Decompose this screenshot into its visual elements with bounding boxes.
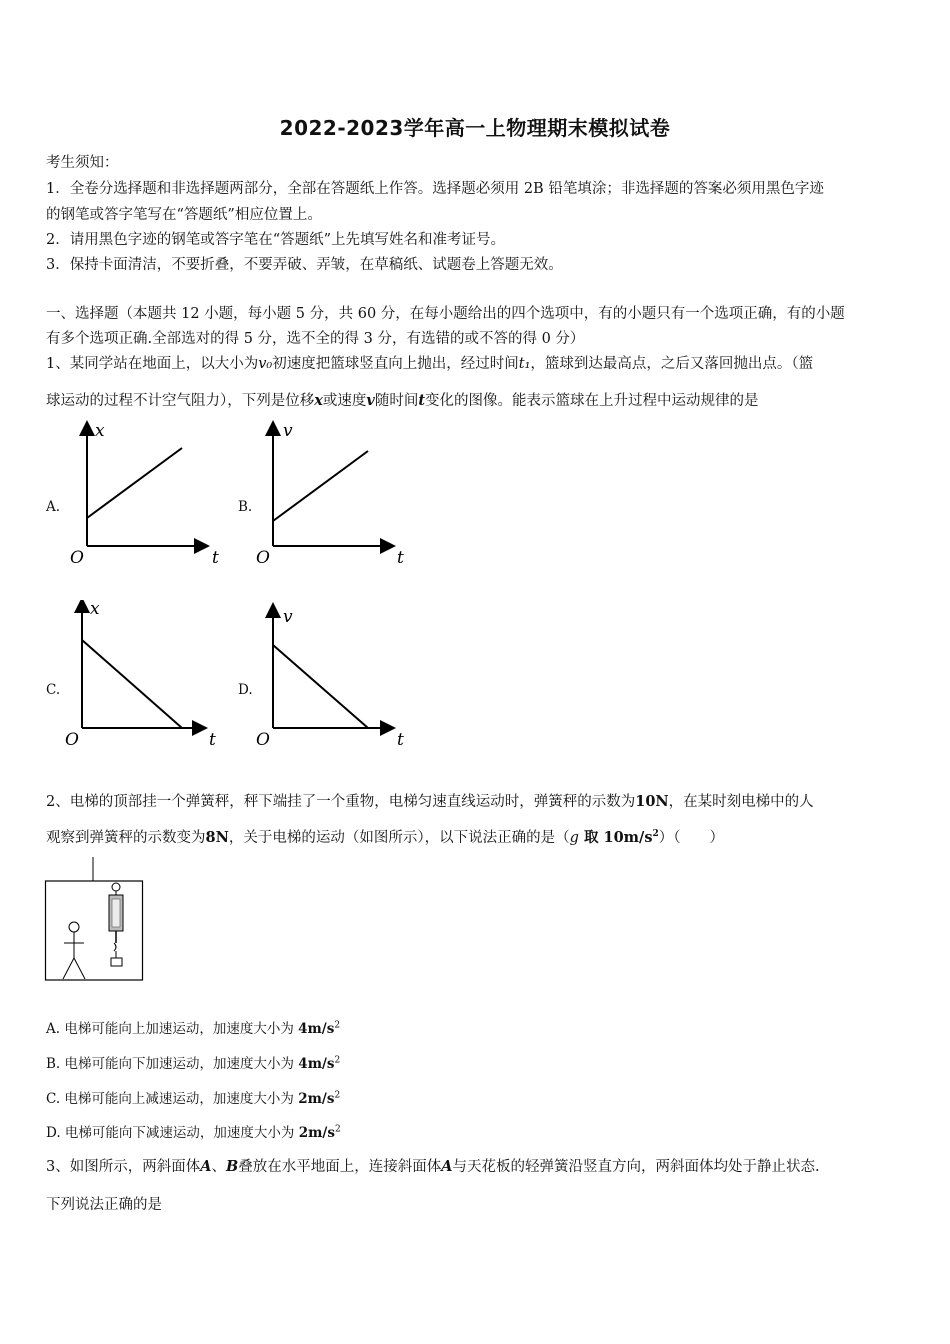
- q2-option-c[interactable]: [46, 1087, 340, 1107]
- q2-option-a-text: A. 电梯可能向上加速运动，加速度大小为: [46, 1021, 299, 1037]
- q2-text: 2、电梯的顶部挂一个弹簧秤，秤下端挂了一个重物，电梯匀速直线运动时，弹簧秤的示数为: [46, 794, 636, 810]
- graph-b: [253, 418, 423, 573]
- weight: [111, 958, 122, 966]
- notice-item-2: 2．请用黑色字迹的钢笔或答字笔在“答题纸”上先填写姓名和准考证号。: [46, 232, 506, 248]
- q1-var-v: v: [366, 392, 375, 409]
- graph-line: [273, 451, 368, 521]
- q1-text: 1、某同学站在地面上，以大小为: [46, 356, 259, 372]
- x-label: t: [212, 548, 219, 568]
- section-heading-line1: 一、选择题（本题共 12 小题，每小题 5 分，共 60 分，在每小题给出的四个选项中，有的小题只有一个选项正确，有的小题: [46, 306, 845, 322]
- q1-line2: [46, 389, 759, 410]
- y-label: v: [283, 421, 293, 441]
- q2-sup: 2: [652, 829, 659, 840]
- graph-a: [62, 418, 232, 573]
- q3-text: 叠放在水平地面上，连接斜面体: [238, 1159, 442, 1175]
- q1-option-d[interactable]: D.: [238, 682, 253, 698]
- q2-option-a-sup: 2: [334, 1020, 341, 1031]
- q2-option-b-sup: 2: [334, 1055, 341, 1066]
- q1-text: 变化的图像。能表示篮球在上升过程中运动规律的是: [425, 393, 759, 409]
- q2-option-a[interactable]: [46, 1017, 340, 1037]
- elevator-box: [46, 881, 143, 980]
- q3-text: 与天花板的轻弹簧沿竖直方向，两斜面体均处于静止状态.: [452, 1159, 820, 1175]
- q2-option-d-text: D. 电梯可能向下减速运动，加速度大小为: [46, 1125, 299, 1141]
- q2-reading-1: 10N: [635, 793, 669, 810]
- q1-line1: [46, 352, 813, 373]
- person-icon: [69, 922, 79, 932]
- q3-var-a: A: [441, 1158, 453, 1175]
- elevator-diagram: [44, 857, 146, 983]
- scale-ring: [112, 883, 120, 891]
- q2-text: ，在某时刻电梯中的人: [668, 794, 814, 810]
- q2-gval: 10m/s: [603, 829, 653, 846]
- notice-item-3: 3．保持卡面清洁，不要折叠，不要弄破、弄皱，在草稿纸、试题卷上答题无效。: [46, 257, 563, 273]
- q1-text: 或速度: [322, 393, 367, 409]
- origin-label: O: [256, 730, 270, 750]
- q1-var-t: t: [418, 392, 426, 409]
- graph-line: [82, 640, 182, 728]
- origin-label: O: [65, 730, 79, 750]
- q1-option-c[interactable]: C.: [46, 682, 61, 698]
- q2-option-c-value: 2m/s: [298, 1091, 335, 1107]
- section-heading-line2: 有多个选项正确.全部选对的得 5 分，选不全的得 3 分，有选错的或不答的得 0 分）: [46, 331, 585, 347]
- y-label: x: [90, 600, 100, 619]
- q2-option-c-text: C. 电梯可能向上减速运动，加速度大小为: [46, 1091, 299, 1107]
- q1-text: ，篮球到达最高点，之后又落回抛出点。（篮: [530, 356, 814, 372]
- q2-reading-2: 8N: [205, 829, 229, 846]
- q3-var-a: A: [200, 1158, 212, 1175]
- q1-option-b[interactable]: B.: [238, 499, 253, 515]
- q2-option-b-text: B. 电梯可能向下加速运动，加速度大小为: [46, 1056, 299, 1072]
- q3-line1: [46, 1155, 820, 1176]
- graph-line: [87, 448, 182, 518]
- q3-sep: 、: [211, 1159, 226, 1175]
- q2-option-b[interactable]: [46, 1052, 340, 1072]
- origin-label: O: [256, 548, 270, 568]
- q2-text: 取: [578, 829, 604, 846]
- y-label: x: [95, 421, 105, 441]
- q2-text: ）（ ）: [658, 830, 724, 846]
- q2-option-b-value: 4m/s: [298, 1056, 335, 1072]
- graph-d: [253, 600, 423, 755]
- q2-text: ，关于电梯的运动（如图所示），以下说法正确的是（: [228, 830, 570, 846]
- q3-var-b: B: [226, 1158, 239, 1175]
- q2-option-d[interactable]: [46, 1121, 341, 1141]
- x-label: t: [209, 730, 216, 750]
- q2-option-d-sup: 2: [334, 1124, 341, 1135]
- q2-line1: [46, 790, 814, 811]
- notice-item-1: 1．全卷分选择题和非选择题两部分，全部在答题纸上作答。选择题必须用 2B 铅笔填涂；非选择题的答案必须用黑色字迹: [46, 181, 824, 197]
- q2-option-a-value: 4m/s: [298, 1021, 335, 1037]
- q2-g: g: [569, 830, 579, 846]
- q3-text: 3、如图所示，两斜面体: [46, 1159, 201, 1175]
- graph-line: [273, 645, 368, 728]
- q1-text: 球运动的过程不计空气阻力），下列是位移: [46, 393, 315, 409]
- q2-option-c-sup: 2: [334, 1090, 341, 1101]
- graph-c: [62, 600, 232, 755]
- q1-var-x: x: [314, 392, 323, 409]
- y-label: v: [283, 607, 293, 627]
- q3-line2: 下列说法正确的是: [46, 1197, 162, 1213]
- q2-text: 观察到弹簧秤的示数变为: [46, 830, 206, 846]
- q1-option-a[interactable]: A.: [46, 499, 61, 515]
- notice-heading: 考生须知：: [46, 155, 119, 171]
- x-label: t: [397, 548, 404, 568]
- q2-line2: [46, 826, 724, 847]
- q1-t1: t₁: [518, 356, 531, 372]
- q2-option-d-value: 2m/s: [298, 1125, 335, 1141]
- notice-item-1-cont: 的钢笔或答字笔写在“答题纸”相应位置上。: [46, 207, 322, 223]
- page-title: 2022-2023学年高一上物理期末模拟试卷: [279, 116, 671, 140]
- q1-text: 随时间: [374, 393, 419, 409]
- origin-label: O: [70, 548, 84, 568]
- x-label: t: [397, 730, 404, 750]
- q1-v0: v₀: [258, 356, 273, 372]
- q1-text: 初速度把篮球竖直向上抛出，经过时间: [272, 356, 519, 372]
